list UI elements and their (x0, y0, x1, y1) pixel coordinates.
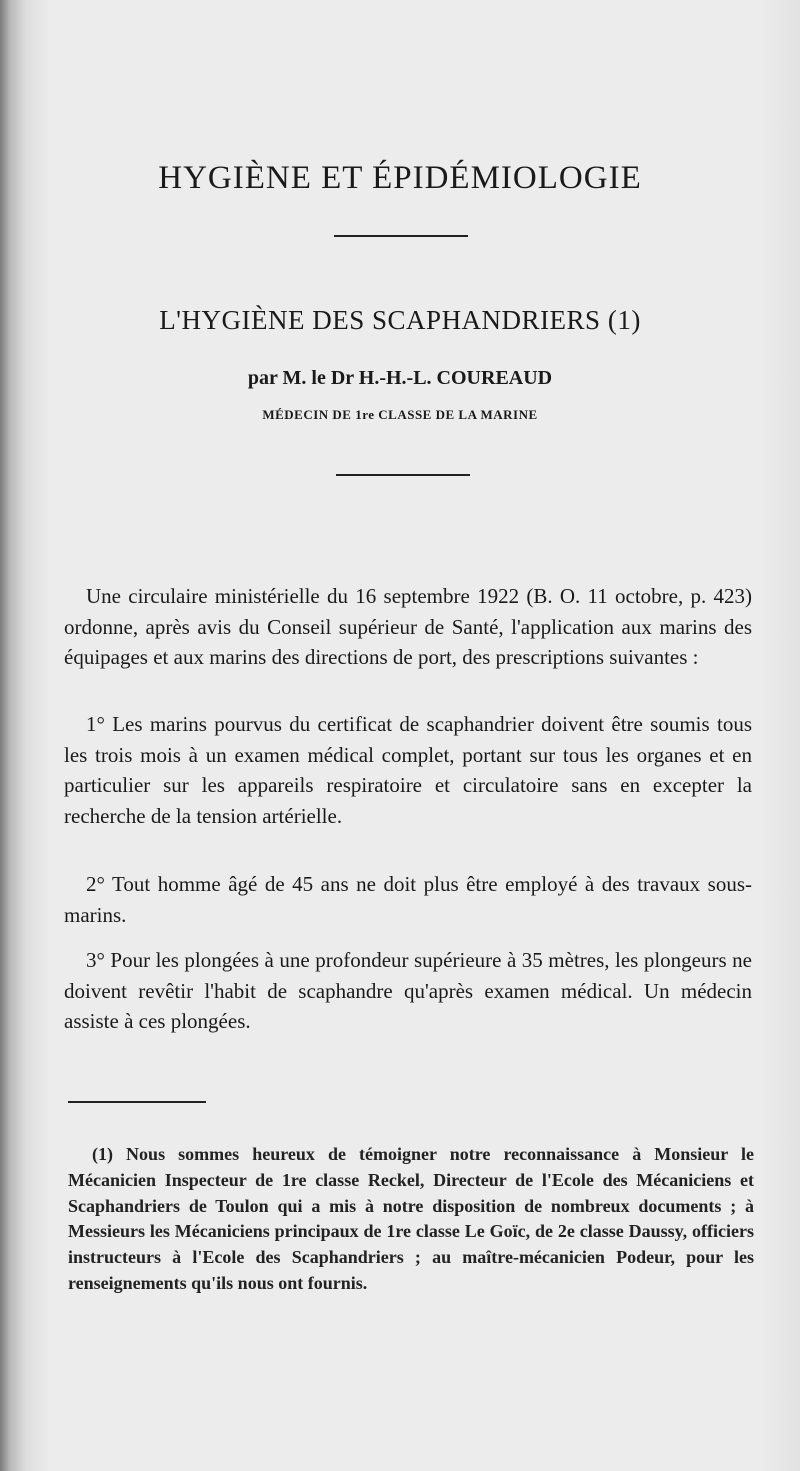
article-title: L'HYGIÈNE DES SCAPHANDRIERS (1) (159, 305, 641, 335)
author-line: par M. le Dr H.-H.-L. COUREAUD (247, 367, 553, 389)
paragraph-item-2: 2° Tout homme âgé de 45 ans ne doit plus être employé à des travaux sous-marins. (64, 872, 752, 927)
footnote: (1) Nous sommes heureux de témoigner notre reconnaissance à Monsieur le Mécanicien Inspecteur de 1re classe Reckel, Directeur de l'Ecole des Mécaniciens et Scaphandriers de Toulon qui a mis à notre disposition de nombreux documents ; à Messieurs les Mécaniciens principaux de 1re classe Le Goïc, de 2e classe Daussy, officiers instructeurs à l'Ecole des Scaphandriers ; au maître-mécanicien Podeur, pour les renseignements qu'ils nous ont fournis. (68, 1144, 754, 1293)
paragraph-item-1: 1° Les marins pourvus du certificat de scaphandrier doivent être soumis tous les trois mois à un examen médical complet, portant sur tous les organes et en particulier sur les appareils respiratoire et circulatoire sans en excepter la recherche de la tension artérielle. (64, 712, 752, 828)
title-divider (334, 235, 468, 237)
author-affiliation: MÉDECIN DE 1re CLASSE DE LA MARINE (262, 407, 538, 422)
paragraph-item-3: 3° Pour les plongées à une profondeur supérieure à 35 mètres, les plongeurs ne doivent revêtir l'habit de scaphandre qu'après examen médical. Un médecin assiste à ces plongées. (64, 948, 752, 1033)
footnote-divider (68, 1101, 206, 1103)
paragraph-intro: Une circulaire ministérielle du 16 septembre 1922 (B. O. 11 octobre, p. 423) ordonne, après avis du Conseil supérieur de Santé, l'application aux marins des équipages et aux marins des directions de port, des prescriptions suivantes : (64, 584, 752, 669)
section-title: HYGIÈNE ET ÉPIDÉMIOLOGIE (158, 160, 642, 196)
header-divider (336, 474, 470, 476)
